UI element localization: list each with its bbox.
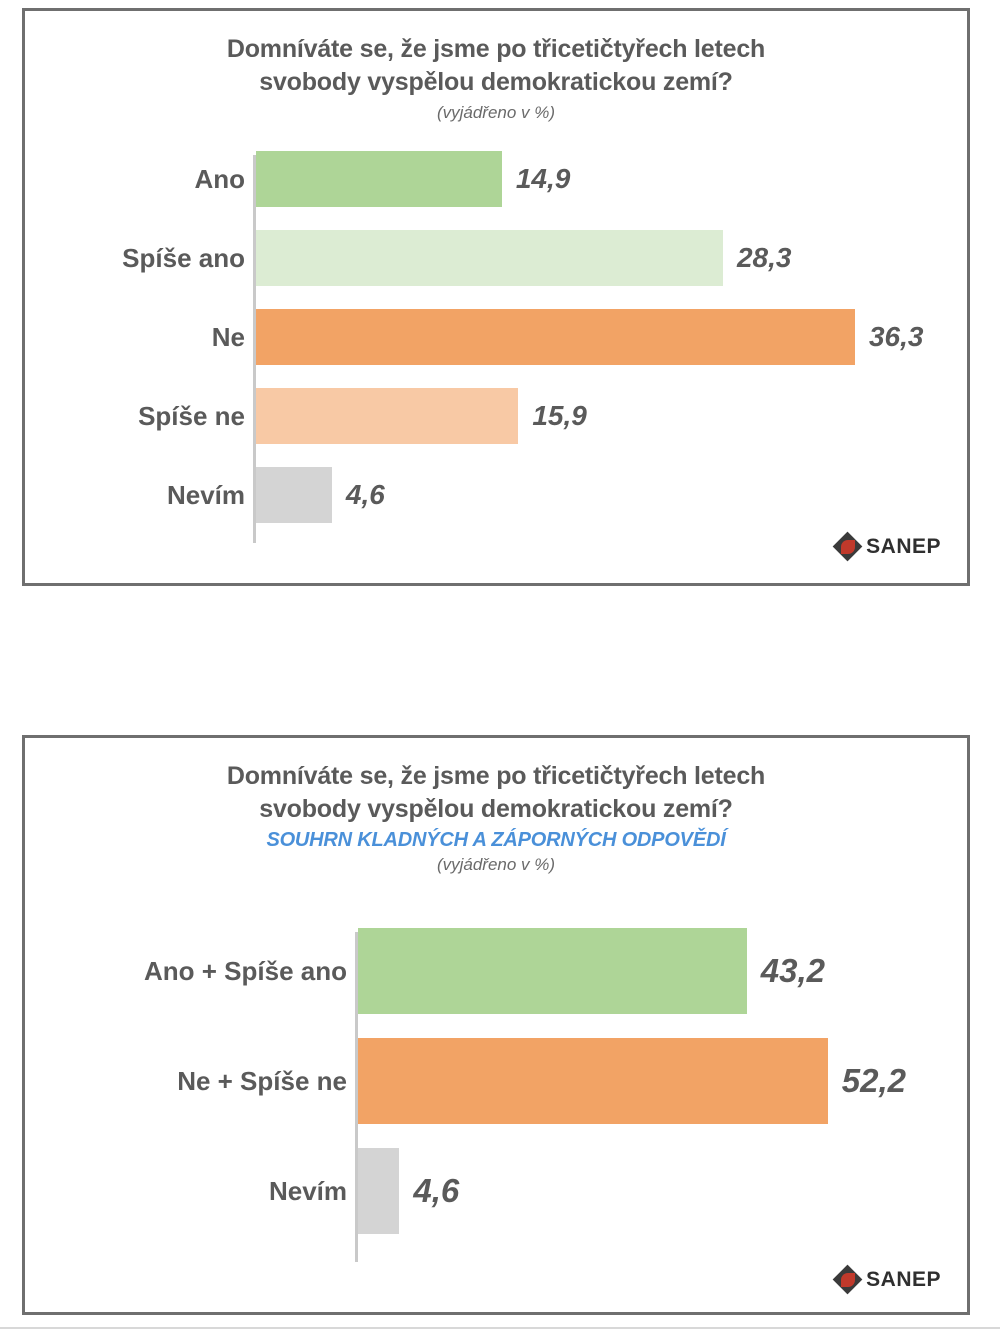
chart-2-bar-2 — [358, 1148, 399, 1234]
chart-1-title-line-2: svobody vyspělou demokratickou zemí? — [259, 68, 733, 97]
chart-1-bar-1 — [256, 230, 723, 286]
chart-1-subtitle-unit: (vyjádřeno v %) — [436, 102, 556, 122]
chart-2-category-label-2: Nevím — [268, 1176, 347, 1206]
chart-1-row-2 — [25, 309, 967, 365]
chart-2-value-label-1: 52,2 — [841, 1062, 907, 1099]
chart-2-titles — [25, 738, 967, 875]
page-bottom-divider — [0, 1327, 1000, 1329]
chart-1-bar-0 — [256, 151, 502, 207]
chart-1-value-label-4: 4,6 — [345, 479, 385, 510]
chart-1-category-label-0: Ano — [194, 164, 245, 194]
sanep-diamond-icon — [834, 533, 862, 561]
chart-1-row-4 — [25, 467, 967, 523]
chart-1-plot-area — [25, 151, 967, 551]
chart-1-row-0 — [25, 151, 967, 207]
chart-2-title-line-2: svobody vyspělou demokratickou zemí? — [259, 795, 733, 824]
sanep-diamond-icon — [834, 1266, 862, 1294]
chart-1-row-3 — [25, 388, 967, 444]
chart-1-bar-4 — [256, 467, 332, 523]
sanep-logo-text: SANEP — [866, 1268, 941, 1291]
chart-2-category-label-0: Ano + Spíše ano — [144, 956, 347, 986]
sanep-logo-text: SANEP — [866, 535, 941, 558]
chart-1-value-label-0: 14,9 — [515, 163, 571, 194]
chart-2-bar-1 — [358, 1038, 828, 1124]
chart-card-summary — [22, 735, 970, 1315]
chart-1-category-label-1: Spíše ano — [122, 243, 245, 273]
chart-2-category-label-1: Ne + Spíše ne — [177, 1066, 347, 1096]
chart-1-row-1 — [25, 230, 967, 286]
chart-2-row-0 — [25, 928, 967, 1014]
sanep-logo — [834, 1266, 941, 1294]
chart-card-detail — [22, 8, 970, 586]
chart-2-title-line-1: Domníváte se, že jsme po třicetičtyřech letech — [226, 762, 766, 790]
chart-1-title-line-1: Domníváte se, že jsme po třicetičtyřech letech — [226, 35, 766, 63]
chart-2-bar-0 — [358, 928, 747, 1014]
chart-2-subtitle-unit: (vyjádřeno v %) — [436, 854, 556, 874]
chart-2-value-label-2: 4,6 — [413, 1172, 460, 1209]
chart-1-category-label-3: Spíše ne — [138, 401, 245, 431]
chart-2-plot-area — [25, 928, 967, 1288]
chart-1-category-label-4: Nevím — [166, 480, 245, 510]
chart-1-value-label-2: 36,3 — [868, 321, 924, 352]
chart-1-value-label-1: 28,3 — [736, 242, 792, 273]
chart-2-row-2 — [25, 1148, 967, 1234]
chart-1-category-label-2: Ne — [211, 322, 245, 352]
chart-1-titles — [25, 11, 967, 123]
chart-2-value-label-0: 43,2 — [760, 952, 826, 989]
chart-2-row-1 — [25, 1038, 967, 1124]
chart-1-bar-2 — [256, 309, 855, 365]
chart-1-value-label-3: 15,9 — [532, 400, 587, 431]
chart-2-subtitle-highlight: SOUHRN KLADNÝCH A ZÁPORNÝCH ODPOVĚDÍ — [266, 828, 726, 851]
sanep-logo — [834, 533, 941, 561]
chart-1-bar-3 — [256, 388, 518, 444]
